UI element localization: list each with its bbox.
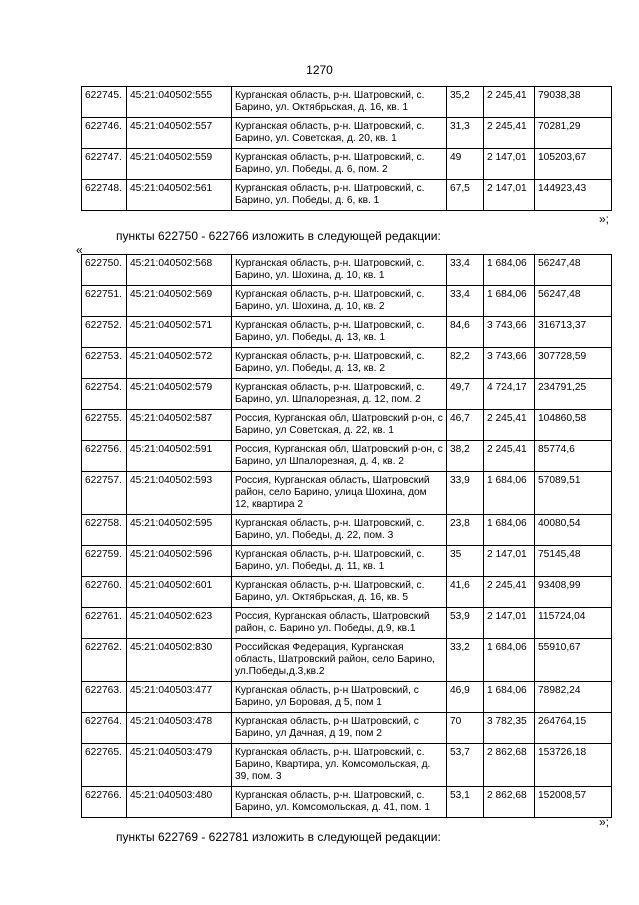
table-row bbox=[82, 608, 612, 639]
cadastral-number-cell: 45:21:040502:572 bbox=[127, 348, 232, 379]
rate-cell: 4 724,17 bbox=[484, 379, 535, 410]
row-number-cell: 622765. bbox=[82, 744, 127, 787]
address-cell: Курганская область, р-н. Шатровский, с. Барино, ул. Советская, д. 20, кв. 1 bbox=[232, 118, 447, 149]
value-cell: 144923,43 bbox=[535, 180, 612, 211]
address-cell: Курганская область, р-н. Шатровский, с. Барино, ул. Победы, д. 6, пом. 2 bbox=[232, 149, 447, 180]
value-cell: 153726,18 bbox=[535, 744, 612, 787]
value-cell: 264764,15 bbox=[535, 713, 612, 744]
row-number-cell: 622762. bbox=[82, 639, 127, 682]
cadastral-number-cell: 45:21:040503:478 bbox=[127, 713, 232, 744]
cadastral-number-cell: 45:21:040502:557 bbox=[127, 118, 232, 149]
table-row bbox=[82, 682, 612, 713]
cadastral-number-cell: 45:21:040502:593 bbox=[127, 472, 232, 515]
value-cell: 152008,57 bbox=[535, 787, 612, 818]
cadastral-number-cell: 45:21:040502:568 bbox=[127, 255, 232, 286]
area-cell: 33,2 bbox=[447, 639, 484, 682]
row-number-cell: 622748. bbox=[82, 180, 127, 211]
cadastral-number-cell: 45:21:040502:579 bbox=[127, 379, 232, 410]
area-cell: 33,9 bbox=[447, 472, 484, 515]
rate-cell: 2 245,41 bbox=[484, 410, 535, 441]
address-cell: Курганская область, р-н. Шатровский, с. Барино, ул. Победы, д. 11, кв. 1 bbox=[232, 546, 447, 577]
cadastral-number-cell: 45:21:040502:623 bbox=[127, 608, 232, 639]
amendment-paragraph-2: пункты 622769 - 622781 изложить в следующей редакции: bbox=[116, 830, 441, 844]
area-cell: 23,8 bbox=[447, 515, 484, 546]
value-cell: 105203,67 bbox=[535, 149, 612, 180]
value-cell: 104860,58 bbox=[535, 410, 612, 441]
area-cell: 46,9 bbox=[447, 682, 484, 713]
value-cell: 85774,6 bbox=[535, 441, 612, 472]
address-cell: Курганская область, р-н. Шатровский, с. Барино, ул. Победы, д. 22, пом. 3 bbox=[232, 515, 447, 546]
address-cell: Курганская область, р-н. Шатровский, с. Барино, ул. Победы, д. 13, кв. 2 bbox=[232, 348, 447, 379]
table-row bbox=[82, 379, 612, 410]
row-number-cell: 622751. bbox=[82, 286, 127, 317]
row-number-cell: 622759. bbox=[82, 546, 127, 577]
cadastral-number-cell: 45:21:040502:559 bbox=[127, 149, 232, 180]
rate-cell: 1 684,06 bbox=[484, 515, 535, 546]
area-cell: 67,5 bbox=[447, 180, 484, 211]
row-number-cell: 622746. bbox=[82, 118, 127, 149]
table-row bbox=[82, 317, 612, 348]
rate-cell: 2 147,01 bbox=[484, 180, 535, 211]
cadastral-number-cell: 45:21:040502:555 bbox=[127, 87, 232, 118]
address-cell: Курганская область, р-н Шатровский, с Барино, ул Дачная, д 19, пом 2 bbox=[232, 713, 447, 744]
value-cell: 78982,24 bbox=[535, 682, 612, 713]
rate-cell: 1 684,06 bbox=[484, 472, 535, 515]
amendment-paragraph-1: пункты 622750 - 622766 изложить в следующей редакции: bbox=[116, 229, 441, 243]
value-cell: 56247,48 bbox=[535, 286, 612, 317]
closing-quote-2: »; bbox=[598, 815, 609, 829]
area-cell: 38,2 bbox=[447, 441, 484, 472]
cadastral-number-cell: 45:21:040502:596 bbox=[127, 546, 232, 577]
cadastral-number-cell: 45:21:040502:601 bbox=[127, 577, 232, 608]
rate-cell: 3 743,66 bbox=[484, 348, 535, 379]
address-cell: Российская Федерация, Курганская область, Шатровский район, село Барино, ул.Победы,д.3,кв.2 bbox=[232, 639, 447, 682]
address-cell: Россия, Курганская область, Шатровский район, село Барино, улица Шохина, дом 12, квартира 2 bbox=[232, 472, 447, 515]
area-cell: 53,9 bbox=[447, 608, 484, 639]
table-row bbox=[82, 180, 612, 211]
area-cell: 41,6 bbox=[447, 577, 484, 608]
value-cell: 75145,48 bbox=[535, 546, 612, 577]
area-cell: 49 bbox=[447, 149, 484, 180]
area-cell: 33,4 bbox=[447, 255, 484, 286]
rate-cell: 2 245,41 bbox=[484, 577, 535, 608]
rate-cell: 3 743,66 bbox=[484, 317, 535, 348]
value-cell: 316713,37 bbox=[535, 317, 612, 348]
table-row bbox=[82, 441, 612, 472]
row-number-cell: 622763. bbox=[82, 682, 127, 713]
address-cell: Курганская область, р-н. Шатровский, с. Барино, ул. Шпалорезная, д. 12, пом. 2 bbox=[232, 379, 447, 410]
rate-cell: 1 684,06 bbox=[484, 255, 535, 286]
table-row bbox=[82, 713, 612, 744]
value-cell: 93408,99 bbox=[535, 577, 612, 608]
value-cell: 55910,67 bbox=[535, 639, 612, 682]
cadastral-number-cell: 45:21:040503:479 bbox=[127, 744, 232, 787]
row-number-cell: 622764. bbox=[82, 713, 127, 744]
rate-cell: 1 684,06 bbox=[484, 286, 535, 317]
table-row bbox=[82, 149, 612, 180]
value-cell: 70281,29 bbox=[535, 118, 612, 149]
row-number-cell: 622760. bbox=[82, 577, 127, 608]
cadastral-number-cell: 45:21:040502:591 bbox=[127, 441, 232, 472]
row-number-cell: 622745. bbox=[82, 87, 127, 118]
table-row bbox=[82, 348, 612, 379]
address-cell: Курганская область, р-н. Шатровский, с. Барино, ул. Комсомольская, д. 41, пом. 1 bbox=[232, 787, 447, 818]
table-row bbox=[82, 472, 612, 515]
cadastral-number-cell: 45:21:040502:587 bbox=[127, 410, 232, 441]
cadastral-number-cell: 45:21:040503:480 bbox=[127, 787, 232, 818]
table-row bbox=[82, 744, 612, 787]
cadastral-number-cell: 45:21:040502:595 bbox=[127, 515, 232, 546]
area-cell: 70 bbox=[447, 713, 484, 744]
value-cell: 307728,59 bbox=[535, 348, 612, 379]
rate-cell: 2 245,41 bbox=[484, 441, 535, 472]
rate-cell: 2 245,41 bbox=[484, 118, 535, 149]
table-row bbox=[82, 639, 612, 682]
table-row bbox=[82, 118, 612, 149]
area-cell: 35,2 bbox=[447, 87, 484, 118]
row-number-cell: 622754. bbox=[82, 379, 127, 410]
row-number-cell: 622752. bbox=[82, 317, 127, 348]
address-cell: Курганская область, р-н Шатровский, с Барино, ул Боровая, д 5, пом 1 bbox=[232, 682, 447, 713]
value-cell: 56247,48 bbox=[535, 255, 612, 286]
cadastral-number-cell: 45:21:040502:561 bbox=[127, 180, 232, 211]
address-cell: Курганская область, р-н. Шатровский, с. Барино, ул. Октябрьская, д. 16, кв. 5 bbox=[232, 577, 447, 608]
row-number-cell: 622757. bbox=[82, 472, 127, 515]
row-number-cell: 622766. bbox=[82, 787, 127, 818]
value-cell: 79038,38 bbox=[535, 87, 612, 118]
table-row bbox=[82, 515, 612, 546]
row-number-cell: 622758. bbox=[82, 515, 127, 546]
page-number: 1270 bbox=[306, 63, 333, 77]
rate-cell: 2 147,01 bbox=[484, 608, 535, 639]
rate-cell: 2 147,01 bbox=[484, 546, 535, 577]
rate-cell: 2 862,68 bbox=[484, 787, 535, 818]
row-number-cell: 622755. bbox=[82, 410, 127, 441]
area-cell: 53,1 bbox=[447, 787, 484, 818]
address-cell: Курганская область, р-н. Шатровский, с. Барино, ул. Октябрьская, д. 16, кв. 1 bbox=[232, 87, 447, 118]
area-cell: 46,7 bbox=[447, 410, 484, 441]
row-number-cell: 622753. bbox=[82, 348, 127, 379]
row-number-cell: 622750. bbox=[82, 255, 127, 286]
registry-table-1 bbox=[81, 86, 612, 211]
address-cell: Курганская область, р-н. Шатровский, с. Барино, ул. Победы, д. 6, кв. 1 bbox=[232, 180, 447, 211]
opening-quote: « bbox=[76, 243, 83, 257]
value-cell: 234791,25 bbox=[535, 379, 612, 410]
value-cell: 57089,51 bbox=[535, 472, 612, 515]
area-cell: 49,7 bbox=[447, 379, 484, 410]
rate-cell: 3 782,35 bbox=[484, 713, 535, 744]
table-row bbox=[82, 255, 612, 286]
address-cell: Курганская область, р-н. Шатровский, с. Барино, ул. Шохина, д. 10, кв. 2 bbox=[232, 286, 447, 317]
address-cell: Курганская область, р-н. Шатровский, с. Барино, Квартира, ул. Комсомольская, д. 39, пом. 3 bbox=[232, 744, 447, 787]
cadastral-number-cell: 45:21:040502:571 bbox=[127, 317, 232, 348]
table-row bbox=[82, 410, 612, 441]
rate-cell: 2 245,41 bbox=[484, 87, 535, 118]
table-row bbox=[82, 87, 612, 118]
area-cell: 35 bbox=[447, 546, 484, 577]
table-row bbox=[82, 546, 612, 577]
area-cell: 53,7 bbox=[447, 744, 484, 787]
closing-quote-1: »; bbox=[598, 212, 609, 226]
rate-cell: 1 684,06 bbox=[484, 639, 535, 682]
area-cell: 33,4 bbox=[447, 286, 484, 317]
cadastral-number-cell: 45:21:040503:477 bbox=[127, 682, 232, 713]
row-number-cell: 622761. bbox=[82, 608, 127, 639]
rate-cell: 2 147,01 bbox=[484, 149, 535, 180]
row-number-cell: 622747. bbox=[82, 149, 127, 180]
address-cell: Россия, Курганская обл, Шатровский р-он, с Барино, ул Советская, д. 22, кв. 1 bbox=[232, 410, 447, 441]
address-cell: Курганская область, р-н. Шатровский, с. Барино, ул. Шохина, д. 10, кв. 1 bbox=[232, 255, 447, 286]
address-cell: Курганская область, р-н. Шатровский, с. Барино, ул. Победы, д. 13, кв. 1 bbox=[232, 317, 447, 348]
address-cell: Россия, Курганская область, Шатровский район, с. Барино ул. Победы, д.9, кв.1 bbox=[232, 608, 447, 639]
rate-cell: 2 862,68 bbox=[484, 744, 535, 787]
value-cell: 115724,04 bbox=[535, 608, 612, 639]
registry-table-2 bbox=[81, 254, 612, 818]
area-cell: 31,3 bbox=[447, 118, 484, 149]
rate-cell: 1 684,06 bbox=[484, 682, 535, 713]
table-row bbox=[82, 286, 612, 317]
cadastral-number-cell: 45:21:040502:830 bbox=[127, 639, 232, 682]
area-cell: 82,2 bbox=[447, 348, 484, 379]
cadastral-number-cell: 45:21:040502:569 bbox=[127, 286, 232, 317]
table-row bbox=[82, 787, 612, 818]
table-row bbox=[82, 577, 612, 608]
area-cell: 84,6 bbox=[447, 317, 484, 348]
row-number-cell: 622756. bbox=[82, 441, 127, 472]
address-cell: Россия, Курганская обл, Шатровский р-он, с Барино, ул Шпалорезная, д. 4, кв. 2 bbox=[232, 441, 447, 472]
value-cell: 40080,54 bbox=[535, 515, 612, 546]
